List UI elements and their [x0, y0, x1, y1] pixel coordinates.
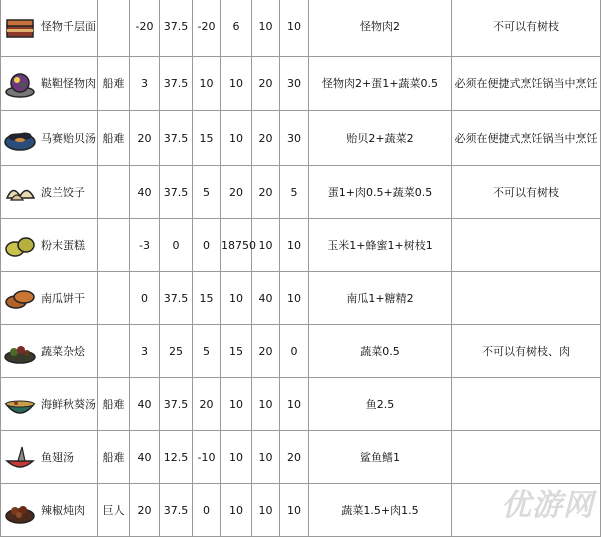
cell-c1: 10 [252, 378, 280, 431]
cell-c2: 10 [280, 0, 309, 57]
dish-cell [1, 111, 98, 166]
pumpkin-cookie-icon [3, 282, 37, 314]
cell-type [98, 272, 130, 325]
cell-time: 10 [221, 272, 252, 325]
dish-cell [1, 0, 98, 57]
table-row [1, 219, 601, 272]
cell-hp: 3 [130, 325, 160, 378]
ratatouille-icon [3, 335, 37, 367]
cell-hp: 40 [130, 431, 160, 484]
cell-time: 10 [221, 431, 252, 484]
cell-time: 10 [221, 378, 252, 431]
cell-c1: 20 [252, 57, 280, 111]
cell-note: 必须在便捷式烹饪锅当中烹饪 [452, 57, 601, 111]
cell-recipe: 南瓜1+糖精2 [309, 272, 452, 325]
cell-hp: 40 [130, 378, 160, 431]
cell-recipe: 蔬菜0.5 [309, 325, 452, 378]
cell-hp: 40 [130, 166, 160, 219]
cell-note [452, 219, 601, 272]
dish-cell [1, 219, 98, 272]
table-row [1, 325, 601, 378]
dish-name: 粉末蛋糕 [41, 238, 85, 252]
spicy-chili-icon [3, 494, 37, 526]
cell-time: 10 [221, 111, 252, 166]
cell-c2: 10 [280, 378, 309, 431]
cell-c1: 10 [252, 0, 280, 57]
cell-hp: -3 [130, 219, 160, 272]
cell-type: 船难 [98, 431, 130, 484]
cell-type [98, 0, 130, 57]
cell-hp: 3 [130, 57, 160, 111]
cell-recipe: 玉米1+蜂蜜1+树枝1 [309, 219, 452, 272]
table-row [1, 57, 601, 111]
cell-c2: 10 [280, 272, 309, 325]
cell-note: 不可以有树枝 [452, 166, 601, 219]
cell-c1: 10 [252, 219, 280, 272]
watermark: 优游网 [501, 488, 594, 523]
cell-hunger: 37.5 [160, 0, 193, 57]
cell-sanity: 0 [193, 484, 221, 537]
dish-name: 鞑靼怪物肉 [41, 77, 96, 90]
table-row [1, 378, 601, 431]
lasagna-icon [3, 11, 37, 43]
cell-recipe: 蛋1+肉0.5+蔬菜0.5 [309, 166, 452, 219]
cell-c2: 10 [280, 219, 309, 272]
cell-type: 船难 [98, 57, 130, 111]
cell-recipe: 蔬菜1.5+肉1.5 [309, 484, 452, 537]
cell-sanity: 5 [193, 325, 221, 378]
table-row [1, 431, 601, 484]
cell-time: 20 [221, 166, 252, 219]
cell-hunger: 25 [160, 325, 193, 378]
cell-recipe: 鱼2.5 [309, 378, 452, 431]
cell-sanity: 15 [193, 272, 221, 325]
table-row [1, 111, 601, 166]
cell-recipe: 怪物肉2 [309, 0, 452, 57]
cell-time: 15 [221, 325, 252, 378]
cell-time: 10 [221, 484, 252, 537]
dish-cell [1, 166, 98, 219]
dish-name: 辣椒炖肉 [41, 503, 85, 517]
cell-type [98, 219, 130, 272]
cell-sanity: 15 [193, 111, 221, 166]
cell-hunger: 37.5 [160, 484, 193, 537]
cell-note: 不可以有树枝、肉 [452, 325, 601, 378]
cell-c1: 10 [252, 431, 280, 484]
dish-name: 波兰饺子 [41, 185, 85, 199]
cell-hp: -20 [130, 0, 160, 57]
cell-note: 必须在便捷式烹饪锅当中烹饪 [452, 111, 601, 166]
dish-name: 怪物千层面 [41, 20, 96, 33]
table-row [1, 272, 601, 325]
cell-c2: 20 [280, 431, 309, 484]
cell-recipe: 怪物肉2+蛋1+蔬菜0.5 [309, 57, 452, 111]
cell-time: 6 [221, 0, 252, 57]
cell-hunger: 0 [160, 219, 193, 272]
seafood-gumbo-icon [3, 388, 37, 420]
dish-cell [1, 272, 98, 325]
mussel-bouillabaisse-icon [3, 122, 37, 154]
cell-sanity: 5 [193, 166, 221, 219]
cell-c1: 20 [252, 166, 280, 219]
cell-type: 船难 [98, 378, 130, 431]
dish-cell [1, 325, 98, 378]
cell-type: 巨人 [98, 484, 130, 537]
cell-sanity: -10 [193, 431, 221, 484]
dish-cell [1, 484, 98, 537]
pierogi-icon [3, 176, 37, 208]
cell-hp: 20 [130, 111, 160, 166]
cell-hunger: 37.5 [160, 111, 193, 166]
dish-name: 南瓜饼干 [41, 291, 85, 305]
cell-sanity: 0 [193, 219, 221, 272]
monster-tartare-icon [3, 68, 37, 100]
cell-recipe: 贻贝2+蔬菜2 [309, 111, 452, 166]
cell-type: 船难 [98, 111, 130, 166]
cell-hunger: 37.5 [160, 272, 193, 325]
cell-time: 18750 [221, 219, 252, 272]
cell-c1: 10 [252, 484, 280, 537]
cell-hp: 0 [130, 272, 160, 325]
dish-cell [1, 378, 98, 431]
cell-recipe: 鲨鱼鳍1 [309, 431, 452, 484]
cell-c2: 10 [280, 484, 309, 537]
table-row [1, 166, 601, 219]
cell-hunger: 37.5 [160, 378, 193, 431]
cell-sanity: -20 [193, 0, 221, 57]
dish-name: 马赛贻贝汤 [41, 131, 96, 145]
cell-hunger: 37.5 [160, 57, 193, 111]
cell-note [452, 272, 601, 325]
dish-name: 蔬菜杂烩 [41, 344, 85, 358]
table-row [1, 0, 601, 57]
cell-time: 10 [221, 57, 252, 111]
cell-type [98, 166, 130, 219]
cell-c1: 20 [252, 325, 280, 378]
cell-note [452, 378, 601, 431]
dish-name: 海鲜秋葵汤 [41, 397, 96, 411]
cell-c1: 20 [252, 111, 280, 166]
cell-hunger: 37.5 [160, 166, 193, 219]
dish-cell [1, 57, 98, 111]
cell-c1: 40 [252, 272, 280, 325]
cell-hp: 20 [130, 484, 160, 537]
dish-cell [1, 431, 98, 484]
cell-c2: 30 [280, 57, 309, 111]
cell-type [98, 325, 130, 378]
cell-sanity: 10 [193, 57, 221, 111]
cell-note: 不可以有树枝 [452, 0, 601, 57]
cell-sanity: 20 [193, 378, 221, 431]
cell-c2: 0 [280, 325, 309, 378]
cell-hunger: 12.5 [160, 431, 193, 484]
cell-c2: 30 [280, 111, 309, 166]
cell-note [452, 431, 601, 484]
shark-fin-soup-icon [3, 441, 37, 473]
dish-name: 鱼翅汤 [41, 450, 74, 464]
cell-c2: 5 [280, 166, 309, 219]
powdercake-icon [3, 229, 37, 261]
